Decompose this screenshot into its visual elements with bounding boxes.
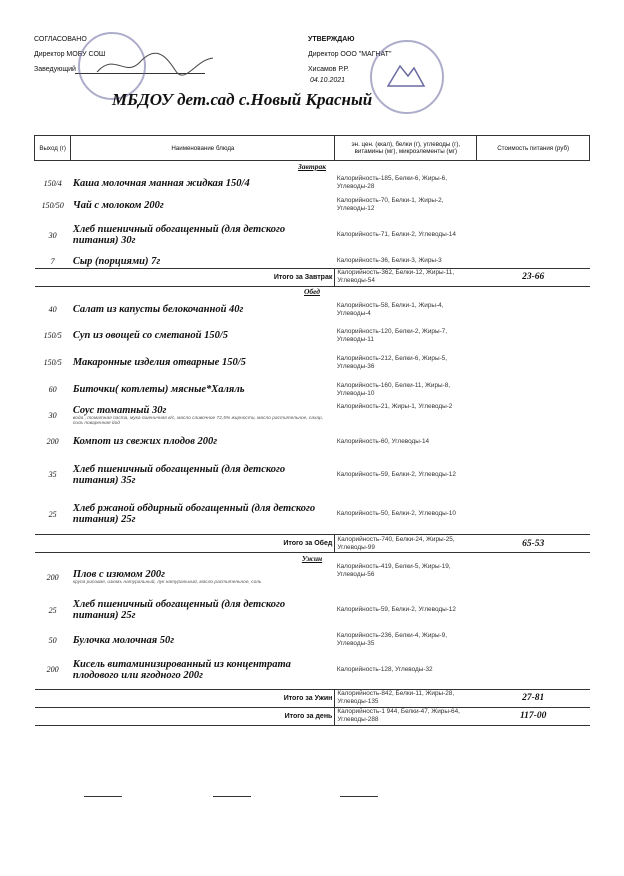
dish-cell: Биточки( котлеты) мясные*Халяль [72, 384, 245, 395]
yield-cell: 150/4 [43, 178, 62, 188]
price-cell [477, 377, 590, 403]
nutrition-cell: Калорийность-50, Белки-2, Углеводы-10 [336, 510, 456, 518]
nutrition-cell: Калорийность-236, Белки-4, Жиры-9, Углеводы-35 [336, 632, 448, 647]
nutrition-cell: Калорийность-120, Белки-2, Жиры-7, Углеводы-11 [336, 327, 448, 343]
table-row [35, 349, 590, 377]
price-cell [477, 651, 590, 689]
price-cell [477, 591, 590, 629]
nutrition-cell: Калорийность-160, Белки-11, Жиры-8, Углеводы-10 [336, 381, 451, 397]
dish-ingredients: крупа рисовая, изюмъ натуральный, лук натуральный, масло растительное, соль [72, 580, 262, 585]
dish-cell: Кисель витаминизированный из концентрата плодового или ягодного 200г [72, 658, 291, 681]
approval-date: 04.10.2021 [310, 77, 346, 84]
total-label: Итого за Обед [35, 535, 335, 553]
dish-cell: Каша молочная манная жидкая 150/4 [72, 177, 250, 189]
yield-cell: 50 [48, 635, 57, 645]
table-row [35, 403, 590, 429]
table-row [35, 563, 590, 591]
col-header-price: Стоимость питания (руб) [477, 136, 590, 161]
stamp-mountain-icon [386, 58, 426, 88]
yield-cell: 200 [46, 437, 59, 446]
company-director-label: Директор ООО "МАГНАТ" [308, 51, 392, 58]
signature-line-bottom-3 [340, 796, 378, 797]
total-label: Итого за Завтрак [35, 268, 335, 286]
price-cell [477, 629, 590, 651]
price-cell [477, 349, 590, 377]
total-price: 65-53 [477, 535, 590, 553]
yield-cell: 25 [48, 509, 57, 519]
total-nutrition: Калорийность-362, Белки-12, Жиры-11, Углеводы-54 [335, 268, 477, 286]
section-title: Завтрак [297, 161, 327, 171]
dish-cell: Булочка молочная 50г [72, 634, 175, 646]
total-row-day [35, 707, 590, 725]
yield-cell: 40 [48, 305, 57, 314]
dish-cell: Хлеб пшеничный обогащенный (для детского питания) 35г [72, 463, 286, 486]
nutrition-cell: Калорийность-59, Белки-2, Углеводы-12 [336, 470, 456, 478]
price-cell [477, 455, 590, 495]
day-total-nutrition: Калорийность-1 944, Белки-47, Жиры-64, Углеводы-288 [335, 707, 477, 725]
col-header-dish: Наименование блюда [71, 136, 335, 161]
yield-cell: 200 [46, 665, 59, 675]
dish-name: Соус томатный 30г [72, 405, 167, 416]
signature-line-bottom-2 [213, 796, 251, 797]
day-total-label: Итого за день [35, 707, 335, 725]
yield-cell: 30 [48, 230, 57, 240]
dish-cell: Суп из овощей со сметаной 150/5 [72, 330, 229, 341]
table-header-row [35, 136, 590, 161]
dish-cell: Хлеб пшеничный обогащенный (для детского питания) 30г [72, 224, 286, 246]
total-row-dinner [35, 689, 590, 707]
price-cell [477, 297, 590, 323]
nutrition-cell: Калорийность-419, Белки-5, Жиры-19, Углеводы-56 [336, 563, 451, 578]
nutrition-cell: Калорийность-128, Углеводы-32 [336, 665, 433, 673]
dish-cell: Салат из капусты белокочанной 40г [72, 304, 244, 315]
nutrition-cell: Калорийность-185, Белки-6, Жиры-6, Углеводы-28 [336, 175, 448, 190]
section-dinner [35, 553, 590, 564]
dish-cell: Компот из свежих плодов 200г [72, 436, 218, 447]
table-row [35, 377, 590, 403]
yield-cell: 7 [50, 256, 55, 266]
nutrition-cell: Калорийность-212, Белки-6, Жиры-5, Углеводы-36 [336, 354, 448, 370]
table-row [35, 255, 590, 268]
section-lunch [35, 286, 590, 297]
total-price: 27-81 [477, 689, 590, 707]
nutrition-cell: Калорийность-21, Жиры-1, Углеводы-2 [336, 402, 453, 410]
approved-label: УТВЕРЖДАЮ [308, 36, 355, 43]
price-cell [477, 255, 590, 268]
total-row-breakfast [35, 268, 590, 286]
dish-cell [71, 563, 335, 591]
price-cell [477, 171, 590, 195]
table-row [35, 629, 590, 651]
price-cell [477, 495, 590, 535]
table-row [35, 171, 590, 195]
price-cell [477, 195, 590, 215]
director-name: Хисамов Р.Р. [308, 66, 349, 73]
total-nutrition: Калорийность-842, Белки-11, Жиры-28, Углеводы-135 [335, 689, 477, 707]
yield-cell: 150/5 [43, 331, 62, 340]
price-cell [477, 215, 590, 255]
table-row [35, 215, 590, 255]
dish-cell: Макаронные изделия отварные 150/5 [72, 357, 246, 368]
yield-cell: 25 [48, 605, 57, 615]
agreed-label: СОГЛАСОВАНО [34, 36, 87, 43]
signature-line-bottom-1 [84, 796, 122, 797]
head-label: Заведующий [34, 66, 76, 73]
yield-cell: 60 [48, 385, 57, 394]
table-row [35, 429, 590, 455]
yield-cell: 200 [46, 572, 59, 582]
total-label: Итого за Ужин [35, 689, 335, 707]
dish-name: Плов с изюмом 200г [72, 569, 165, 580]
total-nutrition: Калорийность-740, Белки-24, Жиры-25, Углеводы-99 [335, 535, 477, 553]
table-row [35, 591, 590, 629]
total-row-lunch [35, 535, 590, 553]
day-total-price: 117-00 [477, 707, 590, 725]
table-row [35, 651, 590, 689]
table-row [35, 195, 590, 215]
nutrition-cell: Калорийность-36, Белки-3, Жиры-3 [336, 257, 442, 265]
section-breakfast [35, 161, 590, 172]
menu-table [34, 135, 590, 726]
dish-cell: Сыр (порциями) 7г [72, 255, 161, 267]
price-cell [477, 323, 590, 349]
yield-cell: 35 [48, 470, 57, 479]
table-row [35, 297, 590, 323]
yield-cell: 30 [48, 411, 57, 420]
dish-cell: Хлеб пшеничный обогащенный (для детского питания) 25г [72, 599, 286, 621]
price-cell [477, 403, 590, 429]
page-title: МБДОУ дет.сад с.Новый Красный [112, 90, 373, 109]
nutrition-cell: Калорийность-70, Белки-1, Жиры-2, Углеводы-12 [336, 197, 444, 212]
dish-ingredients: вода , томатная паста, мука пшеничная в/с, масло сливочное 72,5% жирности, масло растительное, сахар, соль поваренная йод [72, 416, 324, 426]
table-row [35, 323, 590, 349]
table-row [35, 495, 590, 535]
dish-cell: Хлеб ржаной обдирный обогащенный (для детского питания) 25г [72, 503, 316, 526]
nutrition-cell: Калорийность-59, Белки-2, Углеводы-12 [336, 606, 456, 613]
yield-cell: 150/5 [43, 358, 62, 367]
price-cell [477, 563, 590, 591]
signature-left [95, 50, 215, 80]
nutrition-cell: Калорийность-58, Белки-1, Жиры-4, Углеводы-4 [336, 301, 444, 317]
col-header-yield: Выход (г) [35, 136, 71, 161]
nutrition-cell: Калорийность-60, Углеводы-14 [336, 437, 430, 445]
total-price: 23-66 [477, 268, 590, 286]
col-header-nutrition: эн. цен. (ккал), белки (г), углеводы (г), витамины (мг), микроэлементы (мг) [335, 136, 477, 161]
yield-cell: 150/50 [41, 200, 64, 210]
nutrition-cell: Калорийность-71, Белки-2, Углеводы-14 [336, 231, 456, 238]
dish-cell [71, 403, 335, 429]
dish-cell: Чай с молоком 200г [72, 199, 164, 211]
section-title: Ужин [301, 553, 323, 563]
school-director-label: Директор МОБУ СОШ [34, 51, 106, 58]
table-row [35, 455, 590, 495]
section-title: Обед [303, 287, 321, 296]
price-cell [477, 429, 590, 455]
